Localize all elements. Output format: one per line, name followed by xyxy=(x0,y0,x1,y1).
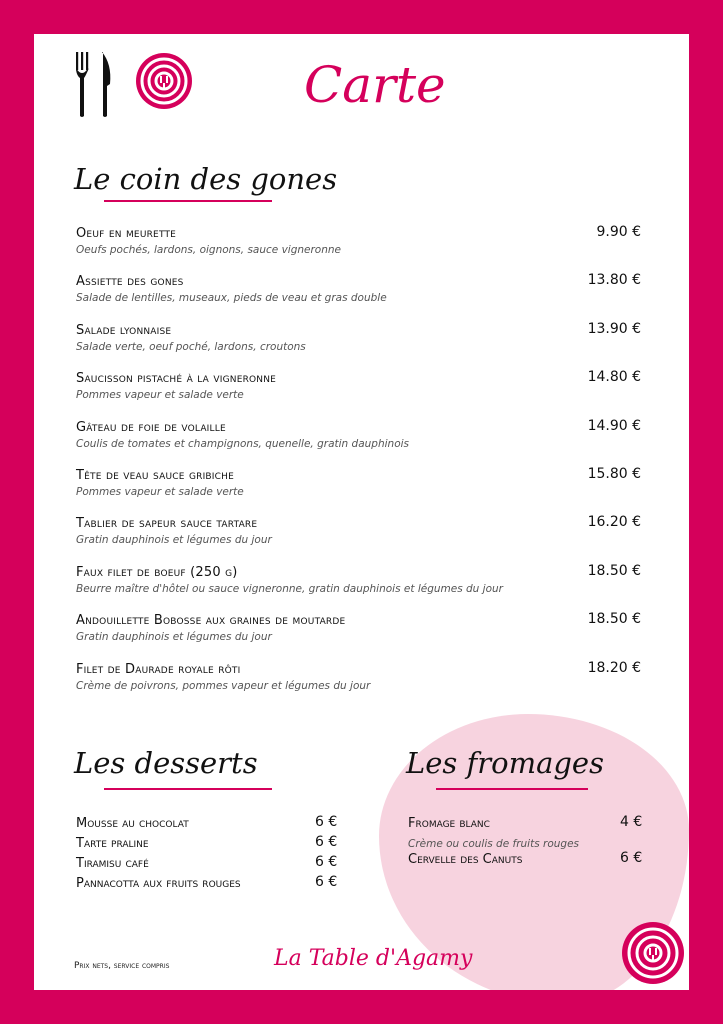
signature: La Table d'Agamy xyxy=(274,946,473,971)
menu-item xyxy=(76,659,641,692)
menu-item-price: 14.80 € xyxy=(587,369,641,386)
menu-item-price: 13.80 € xyxy=(587,272,641,289)
menu-item-name: Tête de veau sauce gribiche xyxy=(76,468,234,483)
menu-item xyxy=(76,274,641,304)
cheese-price: 4 € xyxy=(620,814,643,830)
cheese-price: 6 € xyxy=(620,850,643,866)
section-underline xyxy=(436,788,588,790)
cheese-item: Cervelle des Canuts xyxy=(408,852,523,867)
footer-note: Prix nets, service compris xyxy=(74,961,170,971)
section-underline xyxy=(104,200,272,202)
menu-item-price: 18.20 € xyxy=(587,659,641,676)
dessert-price: 6 € xyxy=(315,854,338,870)
menu-page xyxy=(34,34,689,990)
menu-item-desc: Oeufs pochés, lardons, oignons, sauce vigneronne xyxy=(76,244,342,256)
swirl-logo-icon xyxy=(134,50,194,112)
menu-item-desc: Pommes vapeur et salade verte xyxy=(76,389,244,402)
menu-item xyxy=(76,226,641,256)
page-title: Carte xyxy=(304,56,446,114)
menu-item xyxy=(76,613,641,643)
menu-item-name: Saucisson pistaché à la vigneronne xyxy=(76,371,277,387)
menu-item-name: Filet de Daurade royale rôti xyxy=(76,661,241,677)
dessert-item: Pannacotta aux fruits rouges xyxy=(76,876,241,891)
menu-item-desc: Crème de poivrons, pommes vapeur et légumes du jour xyxy=(76,679,371,692)
menu-item xyxy=(76,468,641,498)
section-title-main: Le coin des gones xyxy=(74,162,338,196)
menu-item-desc: Gratin dauphinois et légumes du jour xyxy=(76,534,272,547)
section-title-cheese: Les fromages xyxy=(406,746,604,780)
menu-item-name: Gâteau de foie de volaille xyxy=(76,419,226,435)
dessert-item: Mousse au chocolat xyxy=(76,816,189,831)
menu-item-price: 16.20 € xyxy=(587,514,641,531)
section-underline xyxy=(104,788,272,790)
menu-item-desc: Gratin dauphinois et légumes du jour xyxy=(76,631,272,644)
menu-item-price: 15.80 € xyxy=(587,466,641,482)
menu-item-desc: Beurre maître d'hôtel ou sauce vigneronne, gratin dauphinois et légumes du jour xyxy=(76,582,503,595)
menu-item-name: Salade lyonnaise xyxy=(76,322,172,338)
menu-item-name: Assiette des gones xyxy=(76,274,184,290)
menu-item xyxy=(76,371,641,401)
menu-item-name: Oeuf en meurette xyxy=(76,226,177,241)
menu-item xyxy=(76,516,641,546)
dessert-price: 6 € xyxy=(315,814,338,830)
dessert-item: Tiramisu café xyxy=(76,856,149,871)
cheese-item: Fromage blanc xyxy=(408,816,490,831)
section-title-desserts: Les desserts xyxy=(74,746,258,780)
fork-knife-icon xyxy=(72,50,122,120)
menu-item-name: Faux filet de boeuf (250 g) xyxy=(76,564,238,580)
dessert-item: Tarte praline xyxy=(76,836,149,851)
menu-item-name: Andouillette Bobosse aux graines de moutarde xyxy=(76,613,346,629)
menu-item-desc: Pommes vapeur et salade verte xyxy=(76,486,244,498)
menu-item xyxy=(76,320,641,353)
menu-item xyxy=(76,417,641,450)
dessert-price: 6 € xyxy=(315,874,338,890)
menu-item-price: 9.90 € xyxy=(596,224,641,240)
cheese-desc: Crème ou coulis de fruits rouges xyxy=(408,838,580,850)
menu-item-price: 18.50 € xyxy=(587,562,641,579)
menu-item-price: 18.50 € xyxy=(587,611,641,628)
menu-item-desc: Salade de lentilles, museaux, pieds de veau et gras double xyxy=(76,292,387,305)
menu-item-name: Tablier de sapeur sauce tartare xyxy=(76,516,258,532)
menu-item-desc: Coulis de tomates et champignons, quenelle, gratin dauphinois xyxy=(76,437,410,450)
menu-item-price: 13.90 € xyxy=(587,320,641,337)
swirl-logo-icon xyxy=(620,920,686,986)
dessert-price: 6 € xyxy=(315,834,338,850)
menu-item-desc: Salade verte, oeuf poché, lardons, croutons xyxy=(76,340,306,353)
menu-item-price: 14.90 € xyxy=(587,417,641,434)
menu-item xyxy=(76,562,641,595)
